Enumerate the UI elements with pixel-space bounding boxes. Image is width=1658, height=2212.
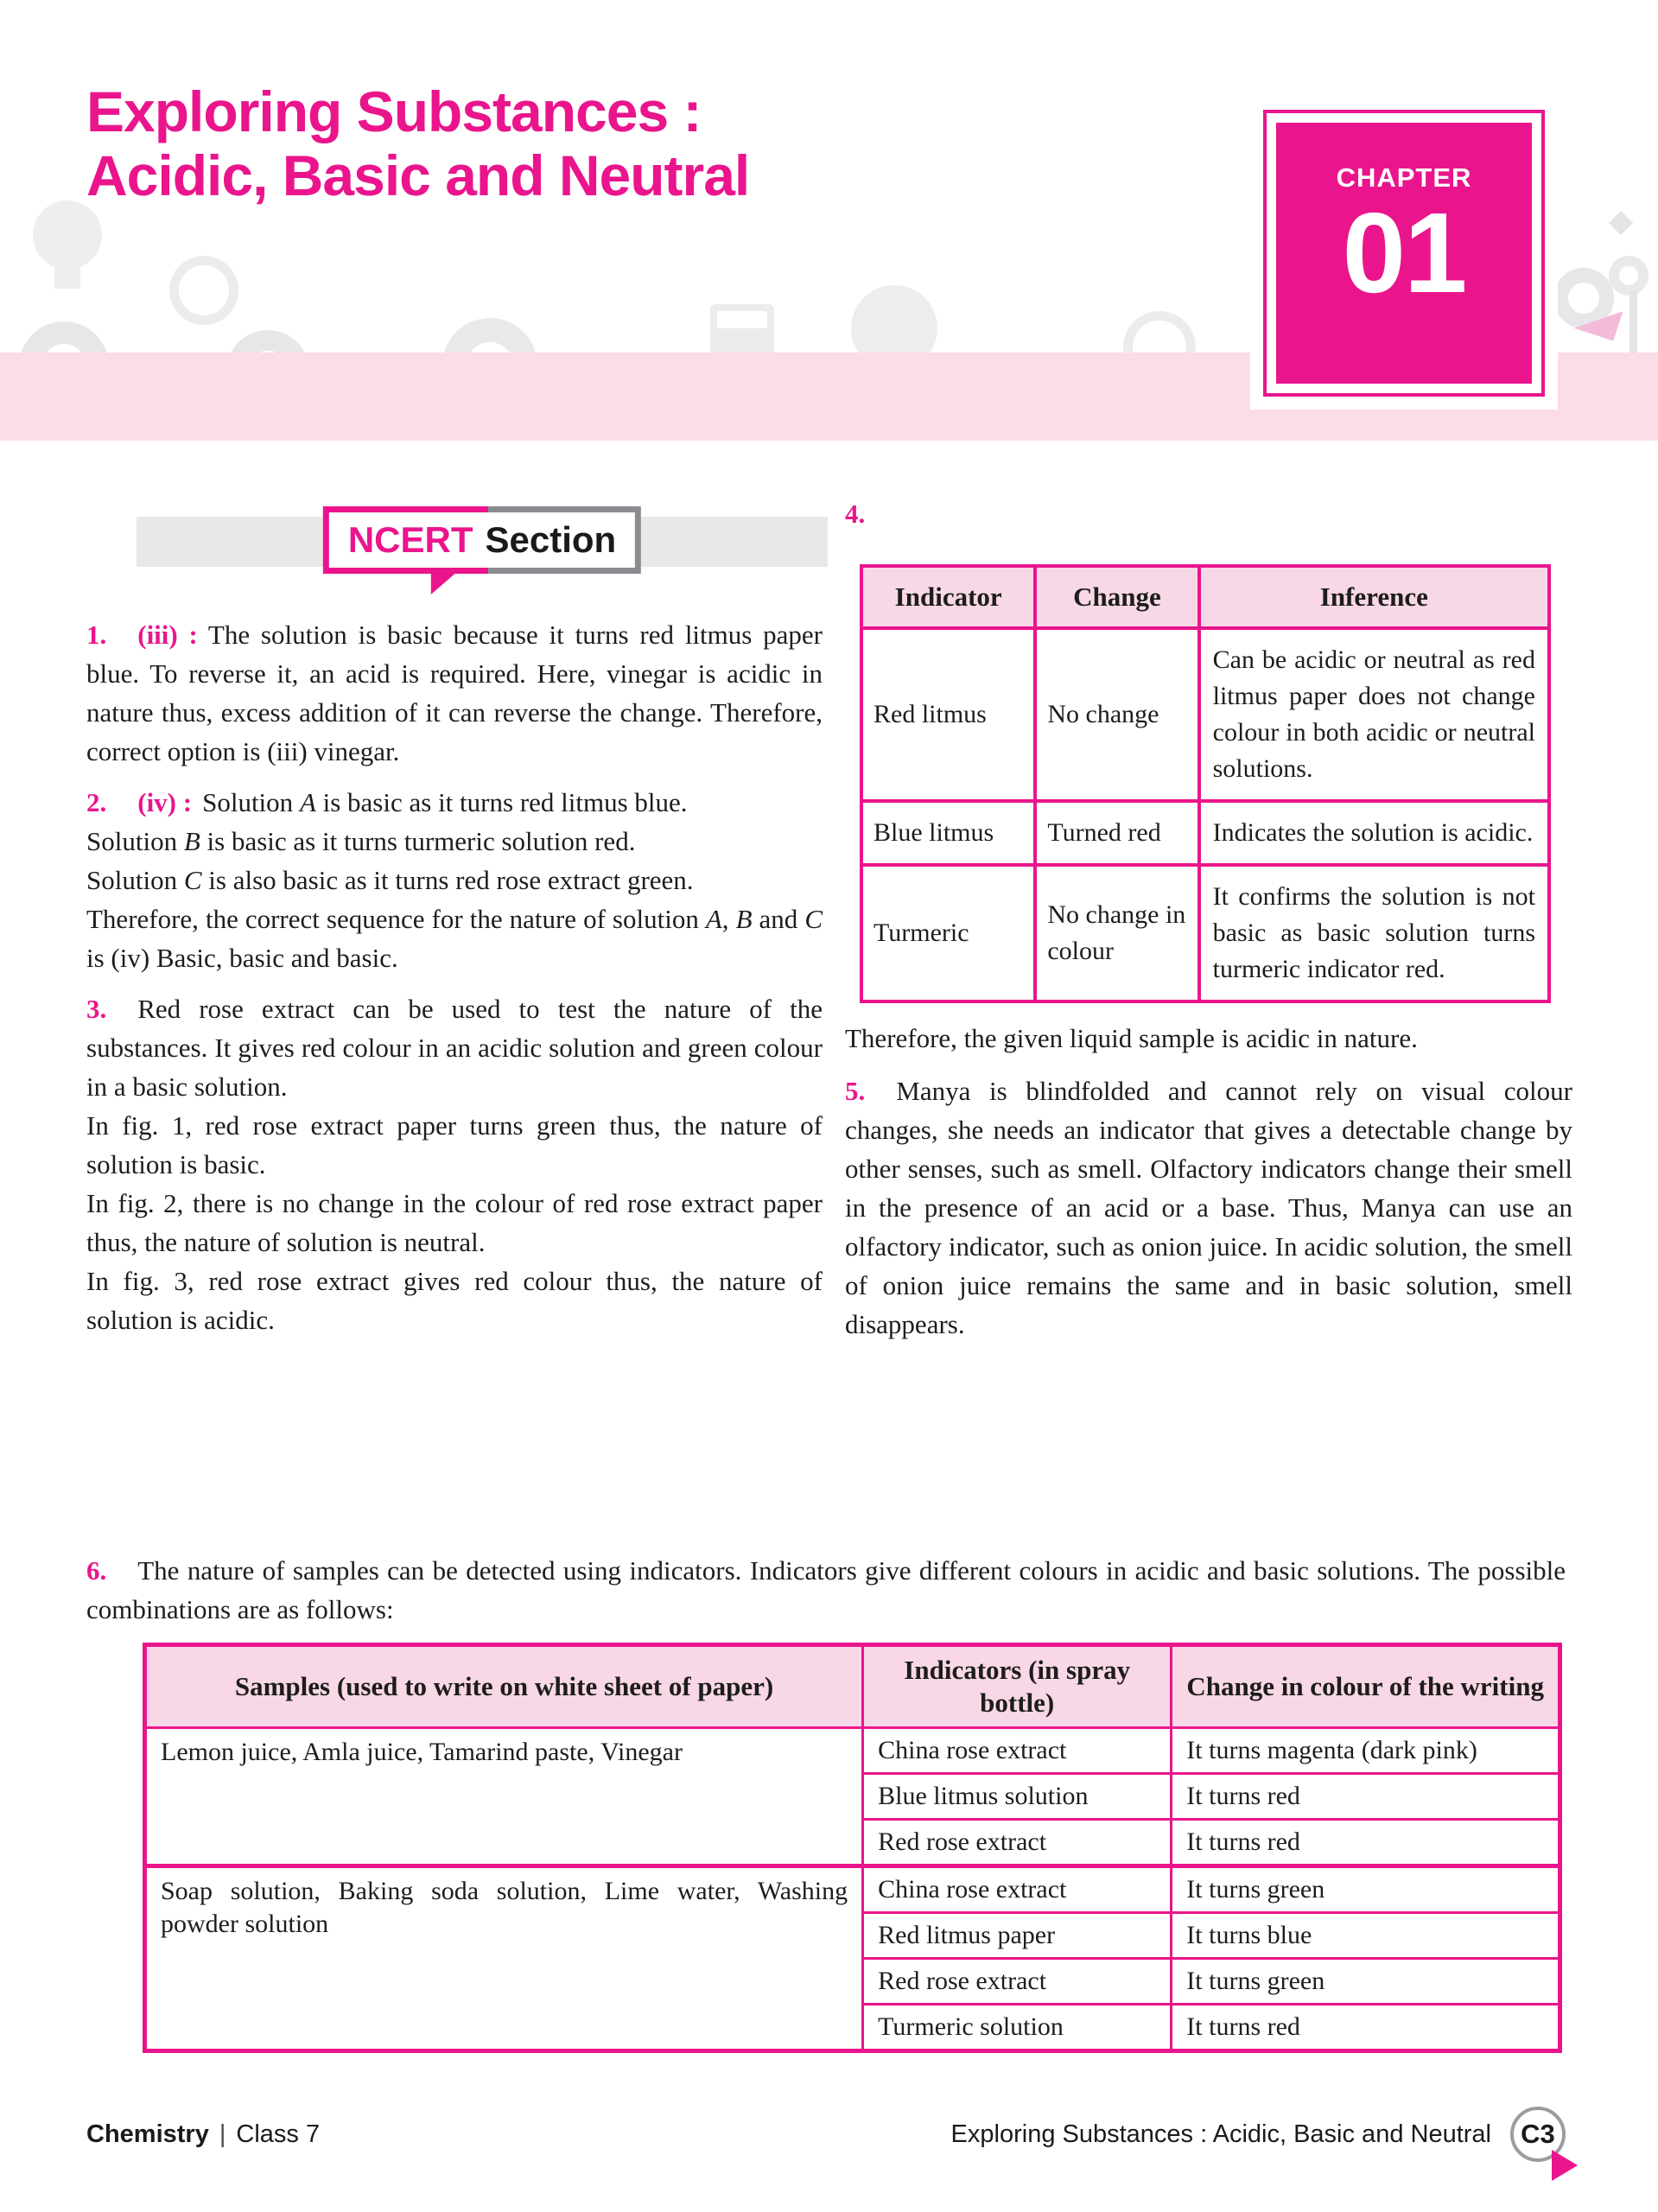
- footer-right: [951, 2107, 1566, 2162]
- samples-indicator-table: [143, 1643, 1562, 2053]
- answer-2-option: (iv) :: [137, 787, 193, 817]
- table-row: [145, 1728, 1560, 1774]
- footer-separator: |: [219, 2120, 226, 2148]
- table-row: [861, 801, 1549, 865]
- column-header: Inference: [1199, 566, 1549, 628]
- page-title-line2: Acidic, Basic and Neutral: [86, 143, 750, 207]
- answer-3-number: 3.: [86, 994, 107, 1024]
- colour-change-cell: It turns blue: [1172, 1913, 1560, 1959]
- answer-3-paragraph: In fig. 1, red rose extract paper turns green thus, the nature of solution is basic.: [86, 1110, 823, 1179]
- samples-table-header-row: [145, 1645, 1560, 1728]
- left-column: [86, 615, 823, 1351]
- answer-1-text: The solution is basic because it turns red litmus paper blue. To reverse it, an acid is required. Here, vinegar is acidic in nature thus, excess addition of it can reverse the change. Therefore, correct option is (iii) vinegar.: [86, 620, 823, 766]
- indicator-cell: Turmeric: [861, 865, 1035, 1001]
- answer-1-number: 1.: [86, 620, 107, 650]
- page-number: C3: [1521, 2119, 1555, 2149]
- page-footer: [86, 2107, 1566, 2162]
- colour-change-cell: It turns red: [1172, 1820, 1560, 1866]
- answer-5-text: Manya is blindfolded and cannot rely on visual colour changes, she needs an indicator that gives a detectable change by other senses, such as smell. Olfactory indicators change their smell in the presence of an acid or a base. Thus, Manya can use an olfactory indicator, such as onion juice. In acidic solution, the smell of onion juice remains the same and in basic solution, smell disappears.: [845, 1076, 1572, 1339]
- column-header: Samples (used to write on white sheet of paper): [145, 1645, 863, 1728]
- answer-6-number: 6.: [86, 1555, 107, 1586]
- right-column: [845, 494, 1572, 1356]
- inference-cell: It confirms the solution is not basic as basic solution turns turmeric indicator red.: [1199, 865, 1549, 1001]
- answer-6-paragraph: [86, 1551, 1566, 1629]
- answer-2-paragraph: Solution B is basic as it turns turmeric solution red.: [86, 826, 636, 856]
- answer-item-3: [86, 989, 823, 1339]
- change-cell: No change in colour: [1035, 865, 1198, 1001]
- answer-3-paragraph: [86, 989, 823, 1106]
- indicator-cell: China rose extract: [863, 1866, 1172, 1913]
- column-header: Change: [1035, 566, 1198, 628]
- answer-4-conclusion: Therefore, the given liquid sample is acidic in nature.: [845, 1023, 1418, 1053]
- table-row: [145, 1866, 1560, 1913]
- change-cell: No change: [1035, 628, 1198, 801]
- footer-class: Class 7: [236, 2120, 321, 2148]
- answer-6-text: The nature of samples can be detected using indicators. Indicators give different colours in acidic and basic solutions. The possible combinations are as follows:: [86, 1555, 1566, 1624]
- answer-5-paragraph: [845, 1071, 1572, 1344]
- footer-subject: Chemistry: [86, 2120, 209, 2148]
- colour-change-cell: It turns red: [1172, 2005, 1560, 2051]
- answer-2-paragraph: Therefore, the correct sequence for the nature of solution A, B and C is (iv) Basic, basic and basic.: [86, 904, 823, 973]
- gear-icon: [1609, 256, 1648, 296]
- colour-change-cell: It turns magenta (dark pink): [1172, 1728, 1560, 1774]
- ncert-label: NCERT: [347, 519, 473, 560]
- answer-item-1: [86, 615, 823, 771]
- chapter-box-inner: [1276, 123, 1532, 384]
- answer-3-paragraph: In fig. 2, there is no change in the colour of red rose extract paper thus, the nature of solution is neutral.: [86, 1188, 823, 1257]
- page-title: [86, 79, 749, 207]
- page-number-badge: [1510, 2107, 1566, 2162]
- column-header: Indicator: [861, 566, 1035, 628]
- colour-change-cell: It turns green: [1172, 1866, 1560, 1913]
- indicator-table-header-row: [861, 566, 1549, 628]
- signpost-icon: [1629, 290, 1637, 353]
- answer-2-paragraph: Solution C is also basic as it turns red rose extract green.: [86, 865, 694, 895]
- column-header: Change in colour of the writing: [1172, 1645, 1560, 1728]
- answer-item-2: [86, 783, 823, 977]
- change-cell: Turned red: [1035, 801, 1198, 865]
- answer-3-lead: Red rose extract can be used to test the nature of the substances. It gives red colour in an acidic solution and green colour in a basic solution.: [86, 994, 823, 1102]
- samples-cell: Soap solution, Baking soda solution, Lime water, Washing powder solution: [145, 1866, 863, 2051]
- indicator-cell: Red rose extract: [863, 1959, 1172, 2005]
- answer-item-6: [86, 1551, 1566, 2053]
- table-row: [861, 865, 1549, 1001]
- stopwatch-icon: [169, 256, 238, 325]
- answer-2-number: 2.: [86, 787, 107, 817]
- ncert-section-badge: [323, 506, 641, 574]
- samples-cell: Lemon juice, Amla juice, Tamarind paste, Vinegar: [145, 1728, 863, 1866]
- lightbulb-icon: [33, 200, 102, 270]
- chapter-number: 01: [1342, 189, 1466, 316]
- badge-tail-icon: [431, 572, 457, 594]
- footer-chapter-title: Exploring Substances : Acidic, Basic and Neutral: [950, 2120, 1491, 2148]
- indicator-cell: Red litmus paper: [863, 1913, 1172, 1959]
- indicator-cell: Red litmus: [861, 628, 1035, 801]
- chapter-box: [1263, 110, 1545, 397]
- paper-plane-icon: [1574, 298, 1623, 340]
- ncert-section-badge-inner: [329, 512, 635, 568]
- section-label: Section: [485, 519, 617, 560]
- answer-4-number: 4.: [845, 499, 866, 529]
- lightbulb-base-icon: [54, 264, 80, 289]
- indicator-table: [860, 564, 1551, 1003]
- indicator-cell: Blue litmus solution: [863, 1774, 1172, 1820]
- calculator-screen-icon: [717, 311, 767, 328]
- column-header: Indicators (in spray bottle): [863, 1645, 1172, 1728]
- footer-left: [86, 2120, 320, 2149]
- colour-change-cell: It turns red: [1172, 1774, 1560, 1820]
- page-title-line1: Exploring Substances :: [86, 79, 702, 143]
- answer-2-lead: Solution A is basic as it turns red litmus blue.: [202, 787, 688, 817]
- answer-1-paragraph: [86, 615, 823, 771]
- indicator-cell: Blue litmus: [861, 801, 1035, 865]
- indicator-cell: China rose extract: [863, 1728, 1172, 1774]
- arrow-right-icon: [1552, 2150, 1578, 2181]
- answer-1-option: (iii) :: [137, 620, 198, 650]
- colour-change-cell: It turns green: [1172, 1959, 1560, 2005]
- table-row: [861, 628, 1549, 801]
- answer-item-5: [845, 1071, 1572, 1344]
- chapter-label: CHAPTER: [1336, 162, 1472, 193]
- answer-3-paragraph: In fig. 3, red rose extract gives red colour thus, the nature of solution is acidic.: [86, 1266, 823, 1335]
- answer-5-number: 5.: [845, 1076, 866, 1106]
- inference-cell: Indicates the solution is acidic.: [1199, 801, 1549, 865]
- inference-cell: Can be acidic or neutral as red litmus paper does not change colour in both acidic or neutral solutions.: [1199, 628, 1549, 801]
- calendar-icon: [1609, 211, 1633, 235]
- answer-4-number-line: [845, 494, 1572, 533]
- answer-2-paragraph: [86, 783, 823, 822]
- indicator-cell: Turmeric solution: [863, 2005, 1172, 2051]
- indicator-cell: Red rose extract: [863, 1820, 1172, 1866]
